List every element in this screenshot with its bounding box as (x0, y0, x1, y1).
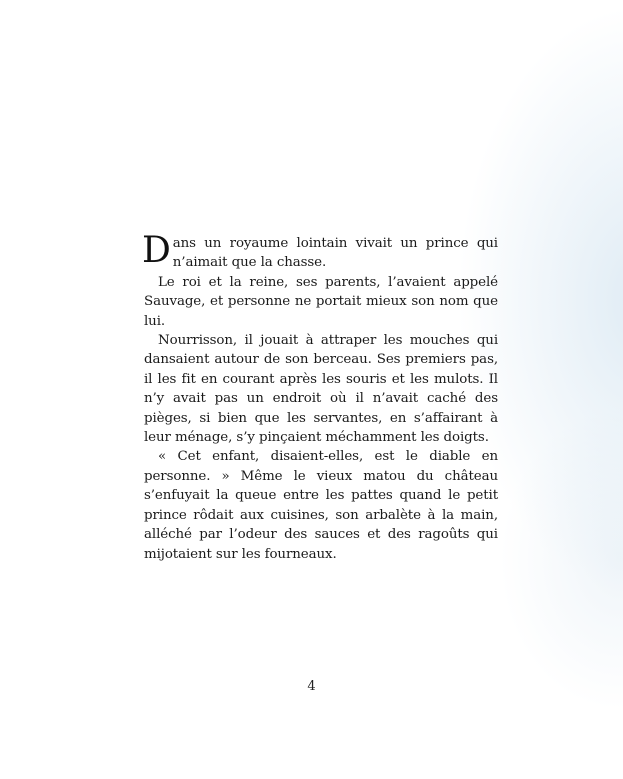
paragraph-4: « Cet enfant, disaient-elles, est le diable en personne. » Même le vieux matou du château s’enfuyait la queue entre les pattes quand le petit prince rôdait aux cuisines, son arbalète à la main, alléché par l’odeur des sauces et des ragoûts qui mijotaient sur les fourneaux. (144, 449, 498, 562)
drop-cap: D (142, 230, 171, 271)
paragraph-1 (142, 230, 498, 273)
paragraph-3: Nourrisson, il jouait à attraper les mouches qui dansaient autour de son berceau. Ses premiers pas, il les fit en courant après les souris et les mulots. Il n’y avait pas un endroit où il n’avait caché des pièges, si bien que les servantes, en s’affairant à leur ménage, s’y pinçaient méchamment les doigts. (144, 333, 498, 446)
story-text (142, 230, 498, 564)
paragraph-2: Le roi et la reine, ses parents, l’avaient appelé Sauvage, et personne ne portait mieux son nom que lui. (144, 274, 498, 329)
paragraph-1-text: ans un royaume lointain vivait un prince qui n’aimait que la chasse. (172, 236, 498, 271)
page-number: 4 (307, 679, 316, 694)
